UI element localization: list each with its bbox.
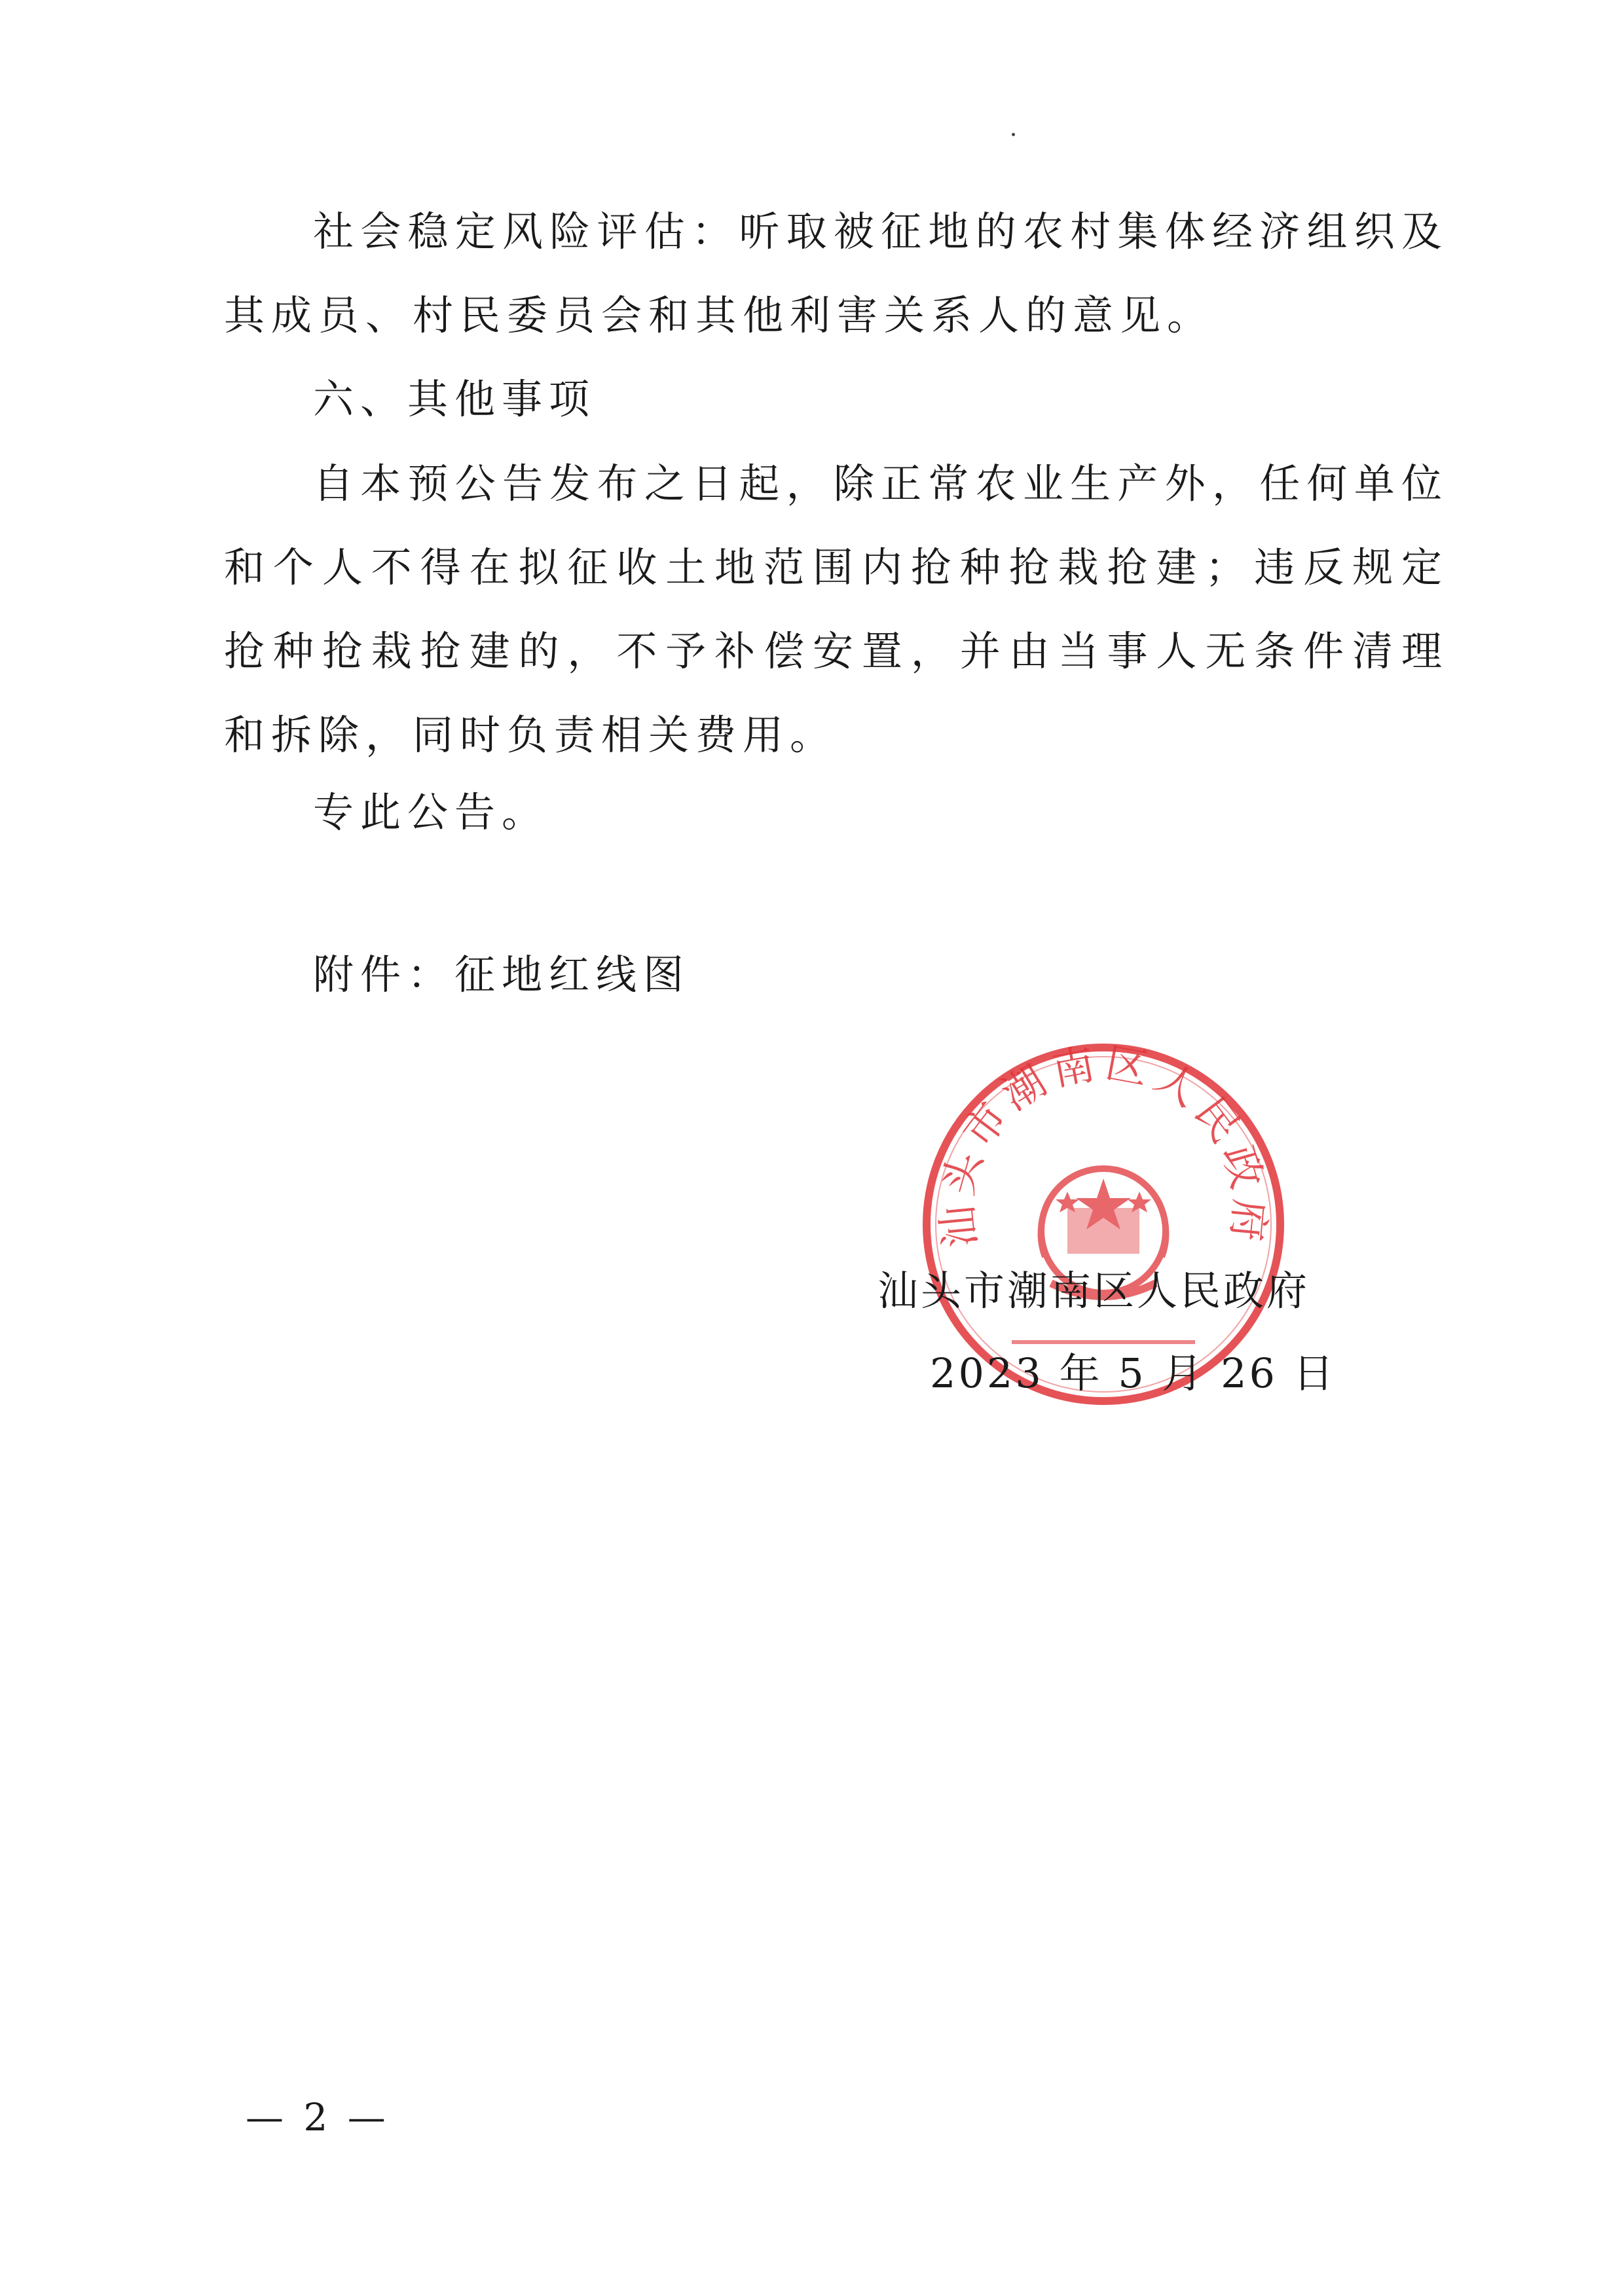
signature-date: 2023 年 5 月 26 日 — [930, 1349, 1337, 1397]
section-heading-other-matters: 六、其他事项 — [313, 375, 597, 423]
paragraph-risk-assessment: 社会稳定风险评估：听取被征地的农村集体经济组织及其成员、村民委员会和其他利害关系人的意见。 — [224, 208, 1449, 339]
svg-text:汕头市潮南区人民政府: 汕头市潮南区人民政府 — [932, 1039, 1274, 1250]
page-number: — 2 — — [246, 2095, 390, 2140]
closing-statement: 专此公告。 — [313, 788, 549, 836]
paragraph-other-matters: 自本预公告发布之日起，除正常农业生产外，任何单位和个人不得在拟征收土地范围内抢种抢栽抢建；违反规定抢种抢栽抢建的，不予补偿安置，并由当事人无条件清理和拆除，同时负责相关费用。 — [224, 460, 1449, 759]
attachment-line: 附件：征地红线图 — [313, 951, 691, 998]
scan-artifact-dot — [1012, 133, 1015, 136]
signature-organization: 汕头市潮南区人民政府 — [877, 1267, 1310, 1315]
